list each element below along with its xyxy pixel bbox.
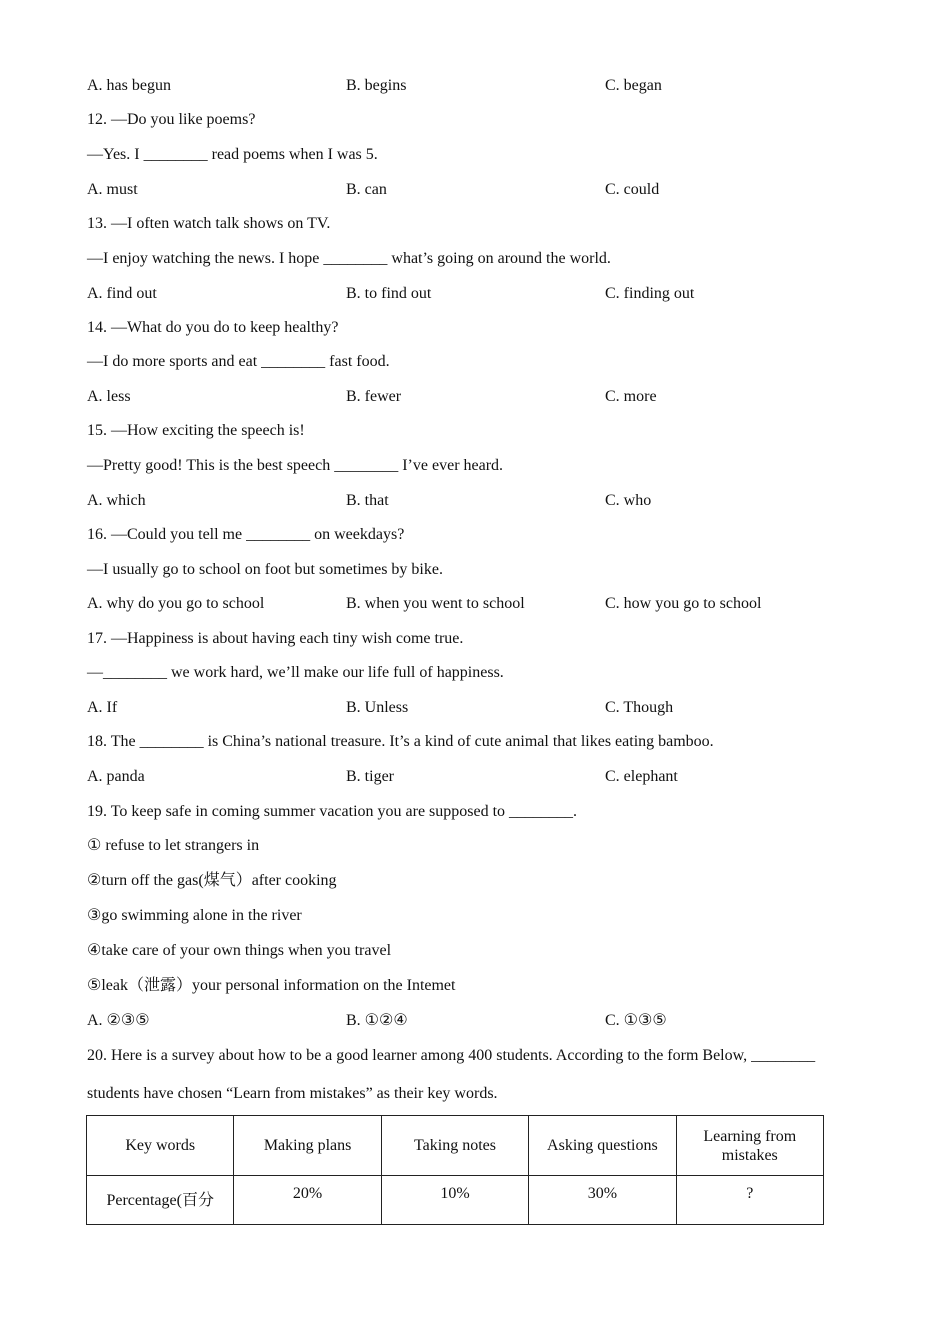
header-asking-questions: Asking questions (529, 1116, 676, 1176)
q15-reply: —Pretty good! This is the best speech ________ I’ve ever heard. (87, 457, 504, 474)
q19-item-3: ③go swimming alone in the river (87, 907, 302, 924)
q15-option-a: A. which (87, 492, 146, 509)
q15-option-c: C. who (605, 492, 652, 509)
q20-stem-line-2: students have chosen “Learn from mistakes” as their key words. (87, 1085, 498, 1102)
q18-stem: 18. The ________ is China’s national treasure. It’s a kind of cute animal that likes eating bamboo. (87, 733, 714, 750)
q19-item-5: ⑤leak（泄露）your personal information on the Intemet (87, 977, 456, 994)
value-making-plans: 20% (234, 1176, 381, 1225)
q17-reply: —________ we work hard, we’ll make our life full of happiness. (87, 664, 504, 681)
table-row (87, 1176, 824, 1225)
header-key-words: Key words (87, 1116, 234, 1176)
q15-option-b: B. that (346, 492, 389, 509)
q18-option-c: C. elephant (605, 768, 678, 785)
q12-reply: —Yes. I ________ read poems when I was 5. (87, 146, 378, 163)
q17-option-b: B. Unless (346, 699, 409, 716)
value-learning-from-mistakes: ? (676, 1176, 823, 1225)
q12-option-b: B. can (346, 181, 387, 198)
header-making-plans: Making plans (234, 1116, 381, 1176)
q19-item-4: ④take care of your own things when you travel (87, 942, 392, 959)
q14-option-a: A. less (87, 388, 131, 405)
q19-item-2: ②turn off the gas(煤气）after cooking (87, 872, 337, 889)
q13-option-a: A. find out (87, 285, 157, 302)
header-learning-from-mistakes: Learning from mistakes (676, 1116, 823, 1176)
q17-option-c: C. Though (605, 699, 674, 716)
q16-reply: —I usually go to school on foot but sometimes by bike. (87, 561, 443, 578)
q14-stem: 14. —What do you do to keep healthy? (87, 319, 339, 336)
q19-option-a: A. ②③⑤ (87, 1012, 150, 1029)
q16-option-a: A. why do you go to school (87, 595, 265, 612)
q18-option-a: A. panda (87, 768, 145, 785)
value-taking-notes: 10% (381, 1176, 528, 1225)
q12-stem: 12. —Do you like poems? (87, 111, 256, 128)
q15-stem: 15. —How exciting the speech is! (87, 422, 305, 439)
q19-option-b: B. ①②④ (346, 1012, 408, 1029)
q11-option-b: B. begins (346, 77, 407, 94)
q16-option-c: C. how you go to school (605, 595, 762, 612)
q12-option-a: A. must (87, 181, 138, 198)
q13-stem: 13. —I often watch talk shows on TV. (87, 215, 331, 232)
q13-option-b: B. to find out (346, 285, 432, 302)
value-asking-questions: 30% (529, 1176, 676, 1225)
q17-option-a: A. If (87, 699, 118, 716)
q14-option-b: B. fewer (346, 388, 402, 405)
q18-option-b: B. tiger (346, 768, 394, 785)
q14-reply: —I do more sports and eat ________ fast food. (87, 353, 390, 370)
q12-option-c: C. could (605, 181, 660, 198)
q19-item-1: ① refuse to let strangers in (87, 837, 260, 854)
q11-option-c: C. began (605, 77, 662, 94)
q19-option-c: C. ①③⑤ (605, 1012, 667, 1029)
q14-option-c: C. more (605, 388, 657, 405)
table-header-row (87, 1116, 824, 1176)
header-taking-notes: Taking notes (381, 1116, 528, 1176)
q17-stem: 17. —Happiness is about having each tiny wish come true. (87, 630, 464, 647)
q11-option-a: A. has begun (87, 77, 171, 94)
q13-reply: —I enjoy watching the news. I hope ________ what’s going on around the world. (87, 250, 611, 267)
q13-option-c: C. finding out (605, 285, 695, 302)
survey-table (86, 1115, 824, 1225)
q16-option-b: B. when you went to school (346, 595, 525, 612)
q16-stem: 16. —Could you tell me ________ on weekdays? (87, 526, 405, 543)
row-label-percentage: Percentage(百分 (87, 1176, 234, 1225)
q20-stem-line-1: 20. Here is a survey about how to be a good learner among 400 students. According to the form Below, ________ (87, 1047, 816, 1064)
q19-stem: 19. To keep safe in coming summer vacation you are supposed to ________. (87, 803, 578, 820)
